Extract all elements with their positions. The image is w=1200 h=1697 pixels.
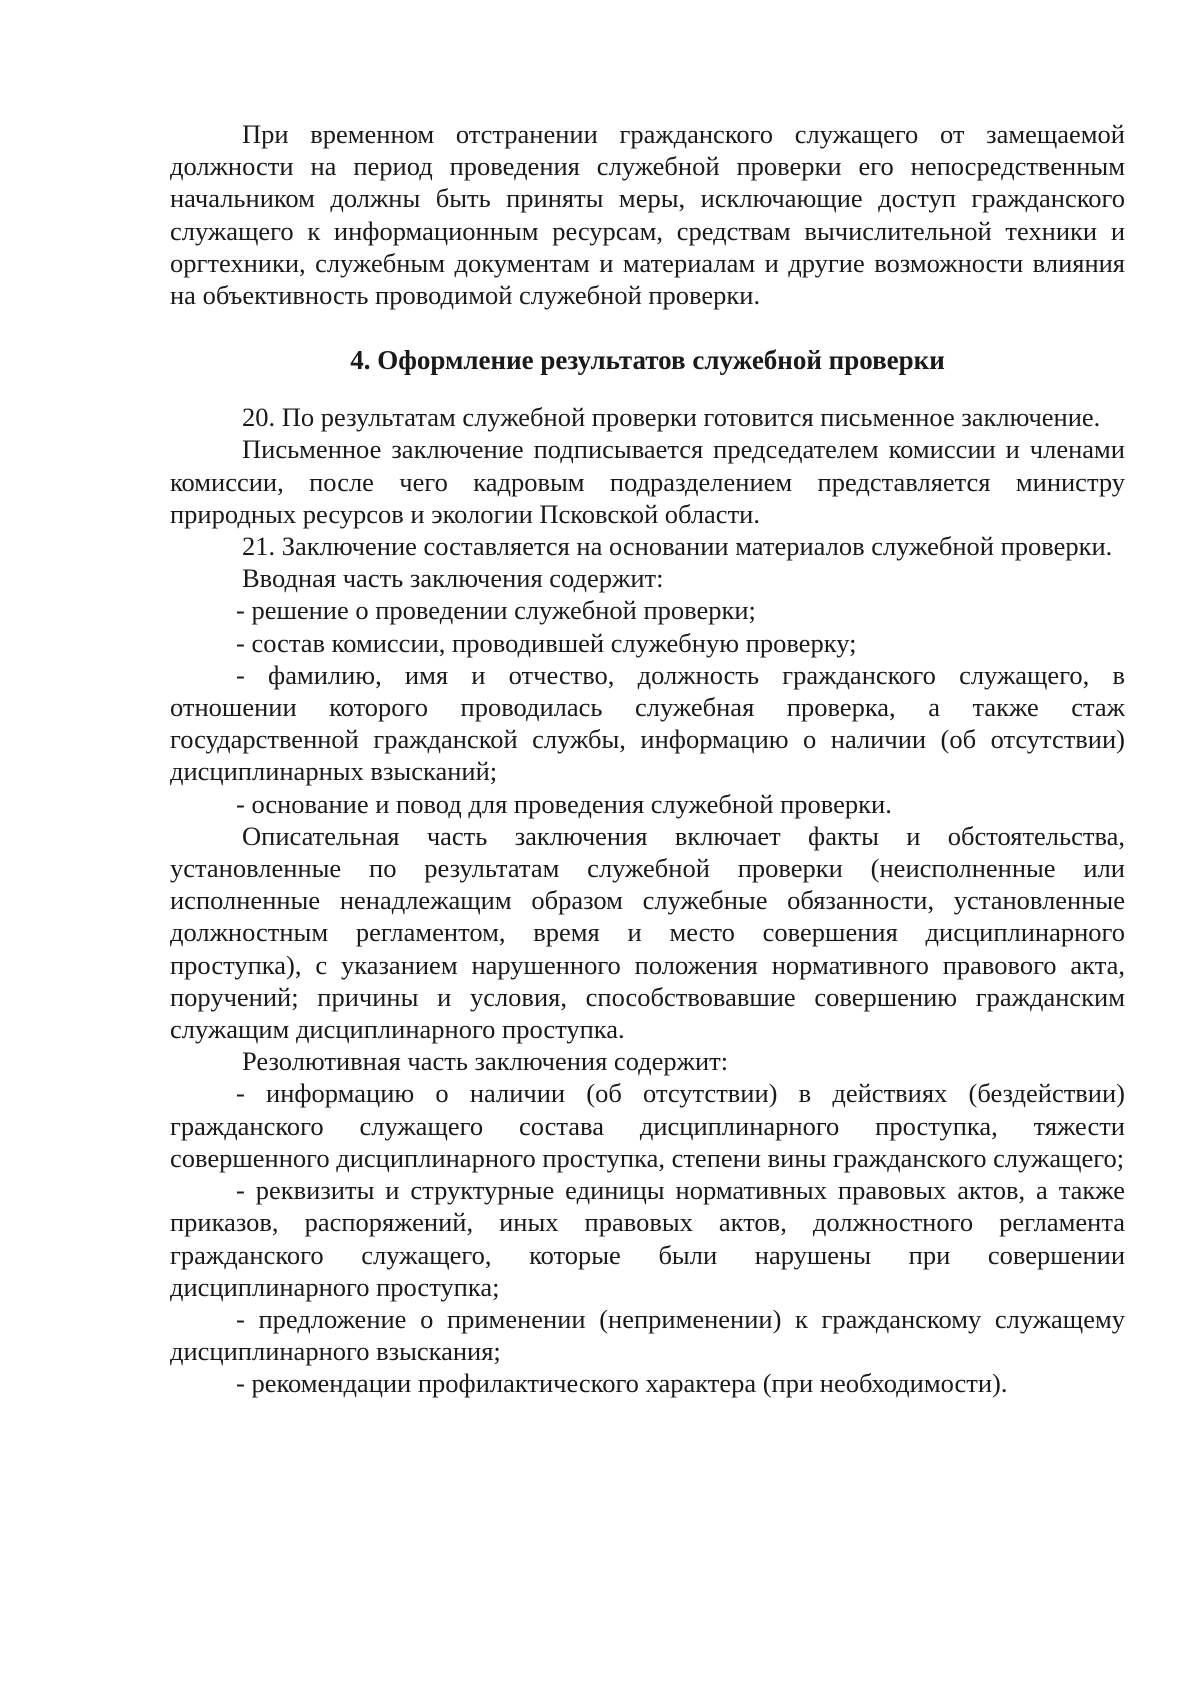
list-item: - решение о проведении служебной проверки; <box>236 595 756 626</box>
list-item: - основание и повод для проведения служебной проверки. <box>236 788 892 819</box>
list-item: - рекомендации профилактического характера (при необходимости). <box>236 1368 1008 1399</box>
list-item: - реквизиты и структурные единицы нормативных правовых актов, а также приказов, распоряжений, иных правовых актов, должностного регламента гражданского служащего, которые были нарушены при совершении дисциплинарного проступка; <box>170 1175 1125 1302</box>
list-item: - состав комиссии, проводившей служебную проверку; <box>236 627 857 658</box>
paragraph-intro-part: Вводная часть заключения содержит: <box>242 563 664 594</box>
section-heading: 4. Оформление результатов служебной проверки <box>350 345 945 376</box>
document-page <box>170 118 1125 1400</box>
list-item: - фамилию, имя и отчество, должность гражданского служащего, в отношении которого проводилась служебная проверка, а также стаж государственной гражданской службы, информацию о наличии (об отсутствии) дисциплинарных взысканий; <box>170 659 1125 787</box>
paragraph-conclusion-signed: Письменное заключение подписывается председателем комиссии и членами комиссии, после чего кадровым подразделением представляется министру природных ресурсов и экологии Псковской области. <box>170 434 1125 529</box>
paragraph-descriptive-part: Описательная часть заключения включает факты и обстоятельства, установленные по результатам служебной проверки (неисполненные или исполненные ненадлежащим образом служебные обязанности, установленные должностным регламентом, время и место совершения дисциплинарного проступка), с указанием нарушенного положения нормативного правового акта, поручений; причины и условия, способствовавшие совершению гражданским служащим дисциплинарного проступка. <box>170 820 1125 1045</box>
paragraph-21: 21. Заключение составляется на основании материалов служебной проверки. <box>242 531 1113 562</box>
list-item: - информацию о наличии (об отсутствии) в действиях (бездействии) гражданского служащего состава дисциплинарного проступка, тяжести совершенного дисциплинарного проступка, степени вины гражданского служащего; <box>170 1078 1125 1173</box>
paragraph-resolutive-part: Резолютивная часть заключения содержит: <box>242 1046 729 1077</box>
intro-paragraph: При временном отстранении гражданского служащего от замещаемой должности на период проведения служебной проверки его непосредственным начальником должны быть приняты меры, исключающие доступ гражданского служащего к информационным ресурсам, средствам вычислительной техники и оргтехники, служебным документам и материалам и другие возможности влияния на объективность проводимой служебной проверки. <box>170 119 1125 311</box>
paragraph-20: 20. По результатам служебной проверки готовится письменное заключение. <box>242 402 1101 433</box>
list-item: - предложение о применении (неприменении) к гражданскому служащему дисциплинарного взыскания; <box>170 1303 1125 1367</box>
